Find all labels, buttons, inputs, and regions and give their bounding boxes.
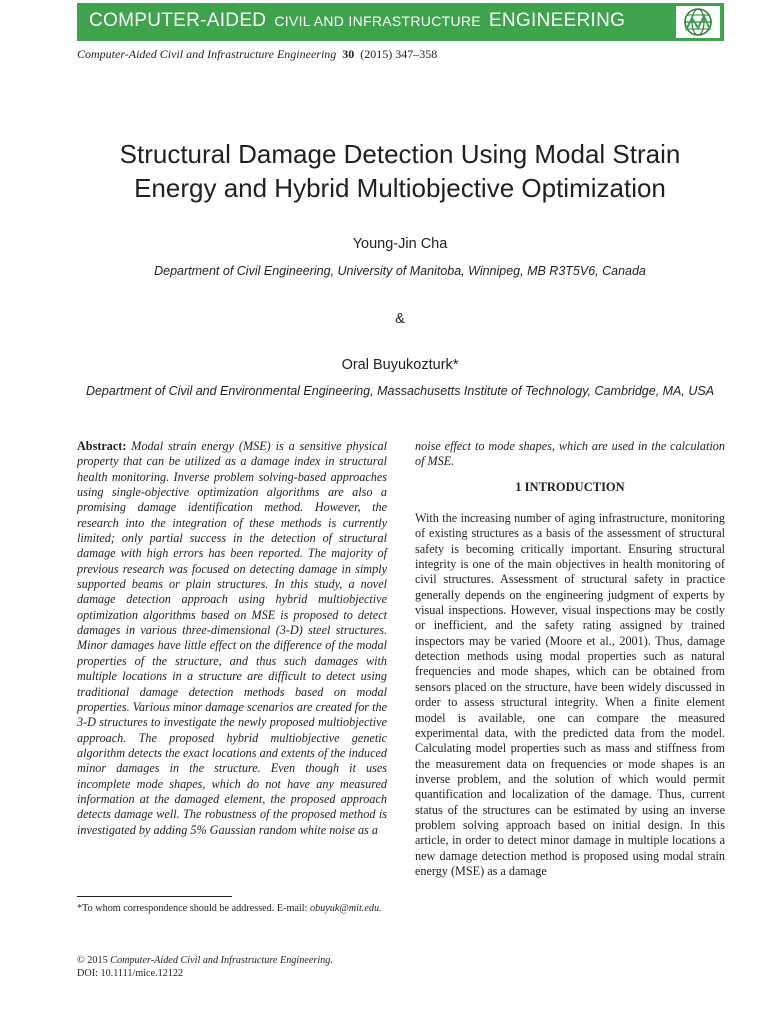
correspondence-footnote bbox=[77, 902, 387, 915]
affiliation-1: Department of Civil Engineering, University of Manitoba, Winnipeg, MB R3T5V6, Canada bbox=[154, 264, 646, 278]
section-heading-introduction: 1 INTRODUCTION bbox=[515, 479, 625, 494]
journal-name-part2: CIVIL AND INFRASTRUCTURE bbox=[274, 13, 481, 29]
abstract-continuation: noise effect to mode shapes, which are used in the calculation of MSE. bbox=[415, 439, 725, 469]
copyright-notice bbox=[77, 955, 407, 980]
copyright-line bbox=[77, 955, 407, 968]
journal-name bbox=[89, 10, 625, 32]
author-separator: & bbox=[395, 311, 405, 327]
right-column bbox=[415, 439, 725, 879]
journal-name-part3: ENGINEERING bbox=[488, 10, 626, 31]
abstract-text: Modal strain energy (MSE) is a sensitive physical property that can be utilized as a damage index in structural health monitoring. Inverse problem solving-based approaches using single-objective optimization algorithms are also a promising damage identification method. However, the research into the integration of these methods is currently limited; only partial success in the detection of structural damage with high errors has been reported. The majority of previous research was focused on detecting damage in simply supported beams or plain structures. In this study, a novel damage detection approach using hybrid multiobjective optimization algorithms based on MSE is proposed to detect damages in various three-dimensional (3-D) steel structures. Minor damages have little effect on the difference of the modal properties of the structure, and thus such damages with multiple locations in a structure are difficult to detect using traditional damage detection methods based on modal properties. Various minor damage scenarios are created for the 3-D structures to investigate the newly proposed multiobjective approach. The proposed hybrid multiobjective genetic algorithm detects the exact locations and extents of the induced minor damages in the structure. Even though it uses incomplete mode shapes, which do not have any measured information at the damaged element, the proposed approach detects damage well. The robustness of the proposed method is investigated by adding 5% Gaussian random white noise as a bbox=[77, 439, 387, 837]
abstract-label: Abstract: bbox=[77, 439, 127, 453]
copyright-journal: Computer-Aided Civil and Infrastructure Engineering. bbox=[110, 955, 333, 966]
citation-year-pages: (2015) 347–358 bbox=[360, 47, 438, 61]
left-column bbox=[77, 439, 387, 838]
introduction-text: With the increasing number of aging infrastructure, monitoring of existing structures as a basis of the assessment of structural safety is becoming critically important. Ensuring structural integrity is one of the main objectives in health monitoring of civil structures. Assessment of structural safety in practice generally depends on the engineering judgment of experts by visual inspections. However, visual inspections may be costly or inefficient, and the safety rating assigned by trained inspectors may be varied (Moore et al., 2001). Thus, damage detection methods using modal properties such as natural frequencies and mode shapes, which can be obtained from sensors placed on the structure, have been widely discussed in order to assess structural integrity. When a finite element model is available, one can compare the measured experimental data, with the predicted data from the model. Calculating model properties such as mass and stiffness from the measurement data on frequencies or mode shapes is an inverse problem, and the solution of which would permit quantification and localization of the damage. Thus, current status of the structures can be estimated by using an inverse problem solving approach based on initial design. In this article, in order to detect minor damage in multiple locations a new damage detection method is proposed using modal strain energy (MSE) as a damage bbox=[415, 511, 725, 878]
paper-title-line2: Energy and Hybrid Multiobjective Optimization bbox=[134, 173, 666, 203]
author-1: Young-Jin Cha bbox=[352, 236, 448, 252]
copyright-year: © 2015 bbox=[77, 955, 108, 966]
citation-journal: Computer-Aided Civil and Infrastructure Engineering bbox=[77, 47, 337, 61]
author-2: Oral Buyukozturk* bbox=[341, 357, 459, 373]
abstract bbox=[77, 439, 387, 838]
affiliation-2: Department of Civil and Environmental Engineering, Massachusetts Institute of Technology, Cambridge, MA, USA bbox=[85, 384, 715, 398]
paper-title-line1: Structural Damage Detection Using Modal Strain bbox=[119, 139, 681, 169]
journal-citation bbox=[77, 47, 437, 62]
footnote-divider bbox=[77, 896, 232, 897]
globe-logo-icon bbox=[676, 6, 720, 38]
citation-volume: 30 bbox=[342, 47, 355, 61]
journal-name-part1: COMPUTER-AIDED bbox=[89, 10, 267, 31]
paper-title bbox=[60, 137, 740, 205]
footnote-text: *To whom correspondence should be addressed. E-mail: bbox=[77, 903, 308, 914]
footnote-email[interactable]: obuyuk@mit.edu. bbox=[309, 903, 382, 914]
journal-banner bbox=[77, 3, 724, 41]
doi[interactable]: DOI: 10.1111/mice.12122 bbox=[77, 967, 184, 979]
